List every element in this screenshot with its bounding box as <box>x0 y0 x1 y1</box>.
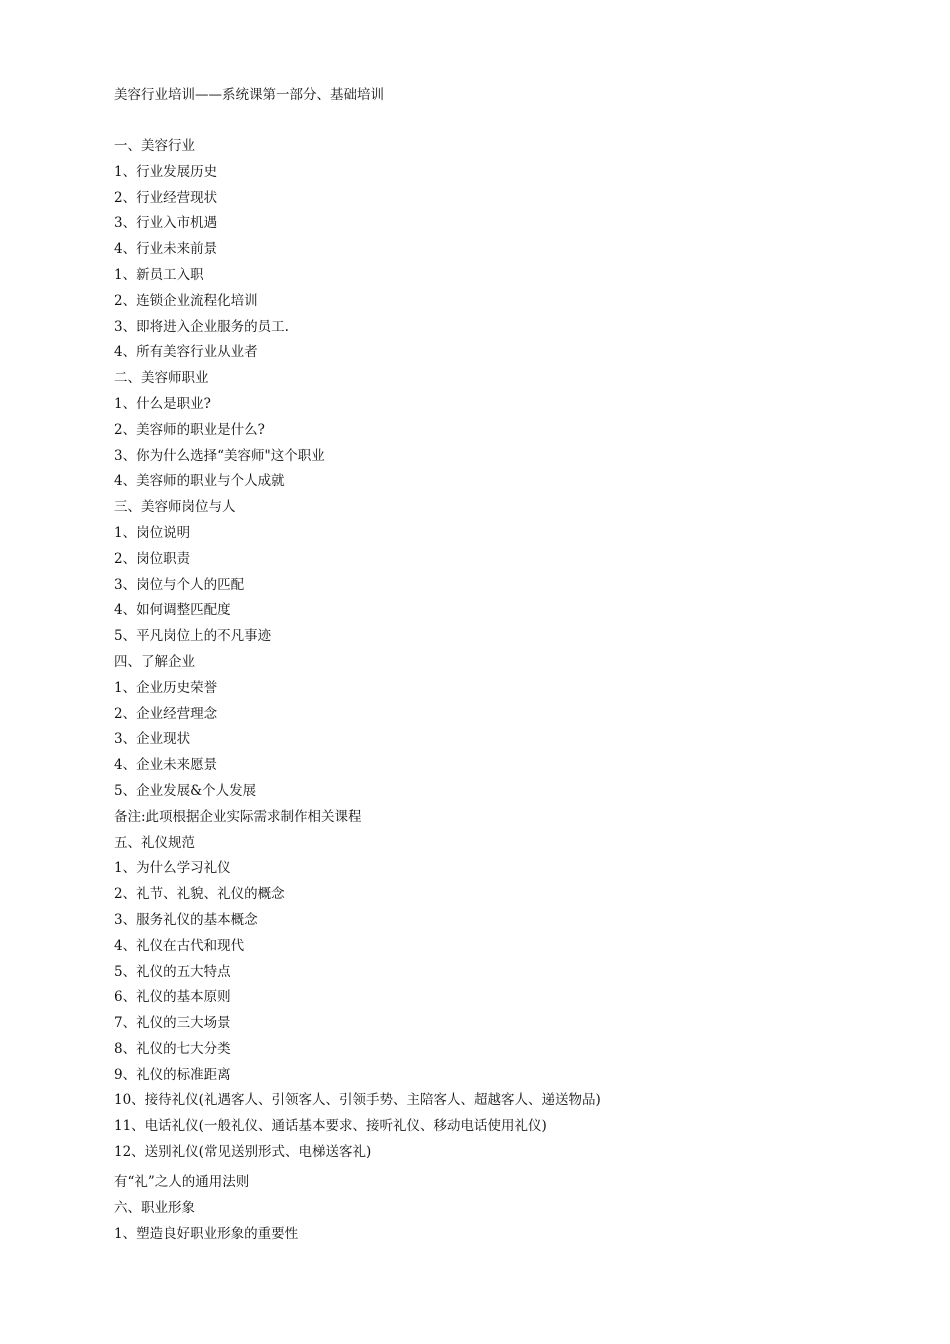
list-item: 6、礼仪的基本原则 <box>114 989 231 1006</box>
list-item: 11、电话礼仪(一般礼仪、通话基本要求、接听礼仪、移动电话使用礼仪) <box>114 1118 547 1135</box>
note-text: 备注:此项根据企业实际需求制作相关课程 <box>114 808 362 825</box>
section-heading: 三、美容师岗位与人 <box>114 499 236 516</box>
document-title: 美容行业培训——系统课第一部分、基础培训 <box>114 87 384 103</box>
list-item: 8、礼仪的七大分类 <box>114 1040 231 1057</box>
list-item: 2、美容师的职业是什么? <box>114 421 265 438</box>
list-item: 3、企业现状 <box>114 731 191 748</box>
list-item: 4、企业未来愿景 <box>114 757 218 774</box>
list-item: 2、岗位职责 <box>114 550 191 567</box>
list-item: 1、企业历史荣誉 <box>114 679 218 696</box>
list-item: 1、新员工入职 <box>114 266 204 283</box>
list-item: 1、什么是职业? <box>114 395 211 412</box>
list-item: 5、平凡岗位上的不凡事迹 <box>114 628 272 645</box>
list-item: 1、岗位说明 <box>114 524 191 541</box>
list-item: 5、企业发展&个人发展 <box>114 782 257 799</box>
list-item: 2、礼节、礼貌、礼仪的概念 <box>114 886 285 903</box>
list-item: 4、美容师的职业与个人成就 <box>114 473 285 490</box>
document-body <box>114 137 894 1250</box>
list-item: 4、如何调整匹配度 <box>114 602 231 619</box>
list-item: 4、礼仪在古代和现代 <box>114 937 245 954</box>
list-item: 10、接待礼仪(礼遇客人、引领客人、引领手势、主陪客人、超越客人、递送物品) <box>114 1092 601 1109</box>
list-item: 3、即将进入企业服务的员工. <box>114 318 289 335</box>
list-item: 4、行业未来前景 <box>114 241 218 258</box>
list-item: 7、礼仪的三大场景 <box>114 1015 231 1032</box>
list-item: 5、礼仪的五大特点 <box>114 963 231 980</box>
list-item: 3、服务礼仪的基本概念 <box>114 911 258 928</box>
subheading-text: 有“礼”之人的通用法则 <box>114 1174 250 1191</box>
list-item: 2、行业经营现状 <box>114 189 218 206</box>
list-item: 3、岗位与个人的匹配 <box>114 576 245 593</box>
list-item: 3、你为什么选择“美容师"这个职业 <box>114 447 325 464</box>
section-heading: 六、职业形象 <box>114 1199 195 1216</box>
section-heading: 五、礼仪规范 <box>114 834 195 851</box>
list-item: 9、礼仪的标准距离 <box>114 1066 231 1083</box>
list-item: 1、行业发展历史 <box>114 163 218 180</box>
section-heading: 四、了解企业 <box>114 653 195 670</box>
list-item: 1、塑造良好职业形象的重要性 <box>114 1225 299 1242</box>
list-item: 2、企业经营理念 <box>114 705 218 722</box>
list-item: 4、所有美容行业从业者 <box>114 344 258 361</box>
section-heading: 二、美容师职业 <box>114 370 209 387</box>
list-item: 12、送别礼仪(常见送别形式、电梯送客礼) <box>114 1144 372 1161</box>
list-item: 1、为什么学习礼仪 <box>114 860 231 877</box>
section-heading: 一、美容行业 <box>114 138 195 154</box>
list-item: 2、连锁企业流程化培训 <box>114 292 258 309</box>
list-item: 3、行业入市机遇 <box>114 215 218 232</box>
